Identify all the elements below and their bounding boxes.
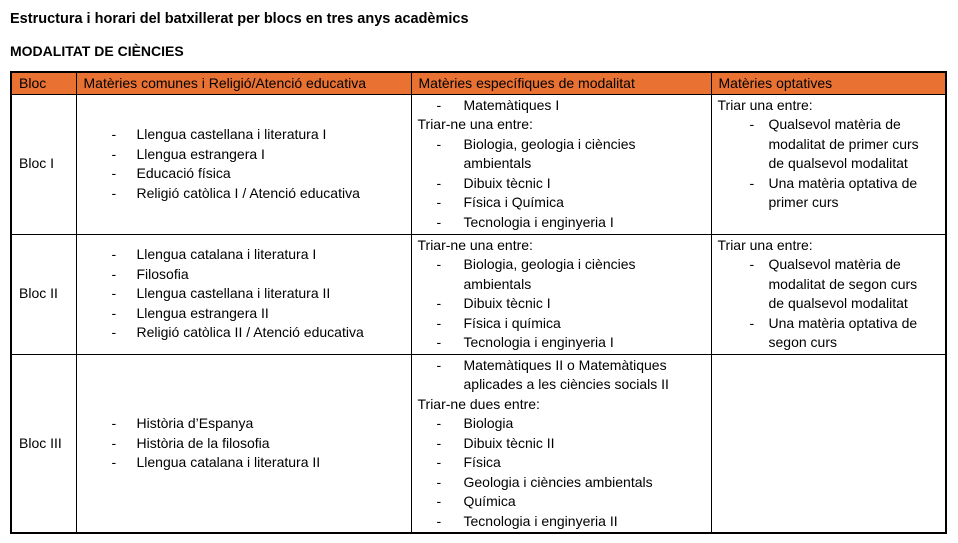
subject-name: Química — [463, 493, 516, 509]
dash-marker: - — [436, 213, 442, 230]
subject-item — [412, 135, 709, 174]
subject-item — [412, 414, 709, 434]
subject-item — [412, 453, 709, 473]
page-subtitle: MODALITAT DE CIÈNCIES — [10, 43, 184, 59]
subject-item — [77, 265, 409, 285]
subject-name: Matemàtiques II o Matemàtiques aplicades a les ciències socials II — [463, 356, 669, 392]
especifiques-cell — [411, 94, 711, 234]
dash-marker: - — [111, 165, 117, 181]
subject-item — [77, 164, 409, 184]
subject-name: Llengua catalana i literatura II — [136, 454, 321, 470]
subject-name: Biologia, geologia i ciències ambientals — [463, 135, 636, 171]
subject-item — [412, 193, 709, 213]
subject-name: Història d’Espanya — [136, 415, 254, 431]
dash-marker: - — [436, 295, 442, 311]
subject-item — [712, 174, 944, 213]
subject-name: Qualsevol matèria de modalitat de primer curs de qualsevol modalitat — [768, 116, 919, 171]
subject-name: Matemàtiques I — [463, 96, 560, 113]
column-header-0: Bloc — [11, 72, 76, 94]
header-row — [11, 72, 946, 94]
subject-name: Física — [463, 454, 501, 470]
dash-marker: - — [749, 174, 755, 191]
subject-item — [77, 284, 409, 304]
subject-item — [412, 333, 709, 353]
subject-item — [412, 96, 709, 116]
subject-name: Biologia — [463, 415, 514, 431]
dash-marker: - — [436, 415, 442, 431]
dash-marker: - — [111, 324, 117, 341]
choose-instruction: Triar-ne dues entre: — [417, 395, 540, 412]
bloc-row — [11, 94, 946, 234]
subject-name: Tecnologia i enginyeria II — [463, 512, 618, 529]
bloc-label-cell: Bloc III — [11, 354, 76, 533]
subject-name: Biologia, geologia i ciències ambientals — [463, 256, 636, 292]
subject-item — [77, 414, 409, 434]
dash-marker: - — [111, 126, 117, 142]
subject-item — [77, 125, 409, 145]
subject-name: Tecnologia i enginyeria I — [463, 213, 614, 230]
subject-item — [712, 255, 944, 314]
subject-name: Religió catòlica II / Atenció educativa — [136, 324, 364, 341]
subject-item — [412, 473, 709, 493]
dash-marker: - — [111, 145, 117, 162]
subject-item — [412, 512, 709, 532]
subject-name: Qualsevol matèria de modalitat de segon curs de qualsevol modalitat — [768, 256, 918, 311]
column-header-2: Matèries específiques de modalitat — [411, 72, 711, 94]
dash-marker: - — [749, 116, 755, 132]
comunes-cell — [76, 354, 411, 533]
page-title: Estructura i horari del batxillerat per blocs en tres anys acadèmics — [10, 11, 469, 27]
subject-name: Una matèria optativa de segon curs — [768, 314, 918, 350]
subject-item — [412, 174, 709, 194]
subject-name: Dibuix tècnic I — [463, 295, 551, 311]
dash-marker: - — [436, 493, 442, 509]
dash-marker: - — [749, 314, 755, 331]
blocks-table — [10, 71, 947, 534]
dash-marker: - — [111, 246, 117, 263]
especifiques-cell — [411, 354, 711, 533]
subject-name: Dibuix tècnic I — [463, 174, 551, 191]
subject-name: Física i Química — [463, 194, 564, 210]
dash-marker: - — [749, 256, 755, 272]
optatives-cell — [711, 94, 946, 234]
subject-name: Una matèria optativa de primer curs — [768, 174, 918, 210]
subject-item — [77, 304, 409, 324]
bloc-label-cell: Bloc I — [11, 94, 76, 234]
dash-marker: - — [436, 135, 442, 152]
table-header — [11, 72, 946, 94]
column-header-1: Matèries comunes i Religió/Atenció educativa — [76, 72, 411, 94]
subject-name: Llengua castellana i literatura II — [136, 285, 331, 302]
bloc-row — [11, 234, 946, 354]
bloc-label-cell: Bloc II — [11, 234, 76, 354]
comunes-cell — [76, 234, 411, 354]
optatives-cell — [711, 354, 946, 533]
subject-name: Educació física — [136, 165, 231, 181]
subject-item — [77, 184, 409, 204]
dash-marker: - — [111, 434, 117, 451]
choose-instruction: Triar-ne una entre: — [417, 236, 533, 253]
dash-marker: - — [436, 256, 442, 272]
subject-name: Llengua castellana i literatura I — [136, 126, 327, 142]
dash-marker: - — [111, 285, 117, 302]
dash-marker: - — [111, 184, 117, 201]
subject-item — [412, 434, 709, 454]
choose-instruction: Triar una entre: — [717, 96, 813, 113]
bloc-row — [11, 354, 946, 533]
subject-item — [412, 314, 709, 334]
subject-item — [412, 492, 709, 512]
dash-marker: - — [436, 473, 442, 490]
subject-name: Llengua estrangera I — [136, 145, 265, 162]
subject-name: Llengua catalana i literatura I — [136, 246, 317, 263]
dash-marker: - — [436, 334, 442, 350]
choose-instruction: Triar-ne una entre: — [417, 116, 533, 132]
subject-item — [712, 314, 944, 353]
subject-item — [412, 356, 709, 395]
subject-name: Física i química — [463, 314, 561, 331]
dash-marker: - — [436, 174, 442, 191]
optatives-cell — [711, 234, 946, 354]
choose-instruction: Triar una entre: — [717, 236, 813, 253]
subject-name: Filosofia — [136, 265, 189, 282]
subject-item — [77, 434, 409, 454]
subject-item — [412, 255, 709, 294]
subject-name: Dibuix tècnic II — [463, 434, 555, 451]
especifiques-cell — [411, 234, 711, 354]
table-body — [11, 94, 946, 533]
dash-marker: - — [436, 96, 442, 113]
column-header-3: Matèries optatives — [711, 72, 946, 94]
dash-marker: - — [111, 304, 117, 321]
subject-name: Història de la filosofia — [136, 434, 270, 451]
dash-marker: - — [436, 434, 442, 451]
subject-item — [77, 245, 409, 265]
comunes-cell — [76, 94, 411, 234]
dash-marker: - — [436, 512, 442, 529]
subject-item — [77, 453, 409, 473]
subject-name: Llengua estrangera II — [136, 304, 269, 321]
subject-item — [77, 145, 409, 165]
subject-item — [77, 323, 409, 343]
subject-item — [412, 294, 709, 314]
dash-marker: - — [436, 194, 442, 210]
dash-marker: - — [436, 314, 442, 331]
subject-name: Tecnologia i enginyeria I — [463, 334, 614, 350]
subject-item — [712, 115, 944, 174]
dash-marker: - — [111, 454, 117, 470]
subject-name: Geologia i ciències ambientals — [463, 473, 653, 490]
dash-marker: - — [111, 265, 117, 282]
dash-marker: - — [436, 454, 442, 470]
subject-item — [412, 213, 709, 233]
dash-marker: - — [111, 415, 117, 431]
subject-name: Religió catòlica I / Atenció educativa — [136, 184, 360, 201]
dash-marker: - — [436, 356, 442, 373]
